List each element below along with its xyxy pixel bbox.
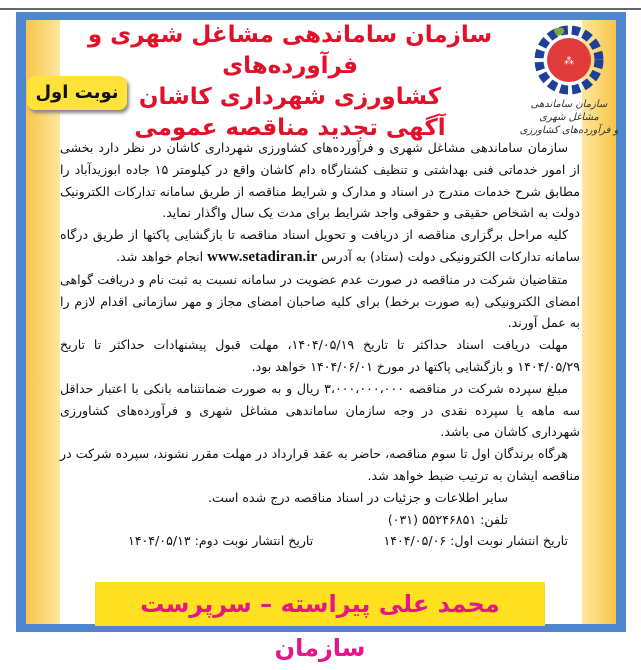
portal-text: کلیه مراحل برگزاری مناقصه از دریافت و تحویل اسناد مناقصه تا بازگشایی پاکتها از طریق درگاه سامانه تدارکات الکترونیکی دولت (ستاد) به آدرس	[60, 227, 580, 264]
top-rule	[0, 0, 641, 10]
signature: محمد علی پیراسته – سرپرست سازمان	[95, 582, 545, 626]
organization-logo	[519, 22, 619, 136]
svg-text:⁂: ⁂	[564, 56, 574, 67]
publication-round-badge: نوبت اول	[27, 76, 127, 110]
title-line-2: کشاورزی شهرداری کاشان	[138, 84, 442, 110]
paragraph-info: سایر اطلاعات و جزئیات در اسناد مناقصه درج شده است.	[208, 489, 508, 505]
setadiran-link[interactable]: www.setadiran.ir	[207, 248, 318, 265]
logo-text-line-1: سازمان ساماندهی مشاغل شهری	[530, 99, 608, 123]
title-line-1: سازمان ساماندهی مشاغل شهری و فرآورده‌های	[87, 22, 493, 79]
gear-logo-icon	[519, 22, 619, 98]
paragraph-deposit: مبلغ سپرده شرکت در مناقصه ۳،۰۰۰،۰۰۰،۰۰۰ ریال و به صورت ضمانتنامه بانکی با اعتبار حداقل سه ماهه یا سپرده نقدی در وجه سازمان ساماندهی مشاغل شهری و فرآورده‌های کشاورزی شهرداری کاشان می باشد.	[60, 380, 580, 440]
paragraph-registration: متقاضیان شرکت در مناقصه در صورت عدم عضویت در سامانه نسبت به ثبت نام و دریافت گواهی امضای الکترونیکی (به صورت برخط) برای کلیه صاحبان امضای مجاز و مهر سازمانی اقدام لازم را به عمل آورند.	[60, 271, 580, 331]
logo-text-line-2: و فرآورده‌های کشاورزی	[519, 125, 619, 136]
title-line-3: آگهی تجدید مناقصه عمومی	[134, 115, 446, 141]
phone: تلفن: ۵۵۲۴۶۸۵۱ (۰۳۱)	[387, 511, 508, 527]
paragraph-winners: هرگاه برندگان اول تا سوم مناقصه، حاضر به عقد قرارداد در مهلت مقرر نشوند، سپرده شرکت در مناقصه ایشان به ترتیب ضبط خواهد شد.	[60, 446, 580, 483]
date-first: تاریخ انتشار نوبت اول: ۱۴۰۴/۰۵/۰۶	[383, 533, 568, 549]
date-second: تاریخ انتشار نوبت دوم: ۱۴۰۴/۰۵/۱۳	[128, 533, 314, 549]
portal-text-end: انجام خواهد شد.	[116, 248, 204, 264]
ad-body	[60, 137, 580, 552]
paragraph-portal	[60, 224, 580, 269]
publication-dates	[128, 530, 580, 552]
paragraph-intro: سازمان ساماندهی مشاغل شهری و فرآورده‌های کشاورزی شهرداری کاشان در نظر دارد بخشی از امور خدماتی فنی بهداشتی و تنظیف کشتارگاه دام کاشان واقع در کیلومتر ۱۵ جاده ابوزیدآباد را مطابق شرح خدمات مندرج در اسناد و مدارک و شرایط مناقصه از طریق سامانه تدارکات الکترونیک دولت به اشخاص حقیقی و حقوقی واجد شرایط برای مدت یک سال واگذار نماید.	[60, 140, 580, 221]
paragraph-deadlines: مهلت دریافت اسناد حداکثر تا تاریخ ۱۴۰۴/۰۵/۱۹، مهلت قبول پیشنهادات حداکثر تا تاریخ ۱۴۰۴/۰۵/۲۹ و بازگشایی پاکتها در مورخ ۱۴۰۴/۰۶/۰۱ خواهد بود.	[60, 337, 580, 374]
